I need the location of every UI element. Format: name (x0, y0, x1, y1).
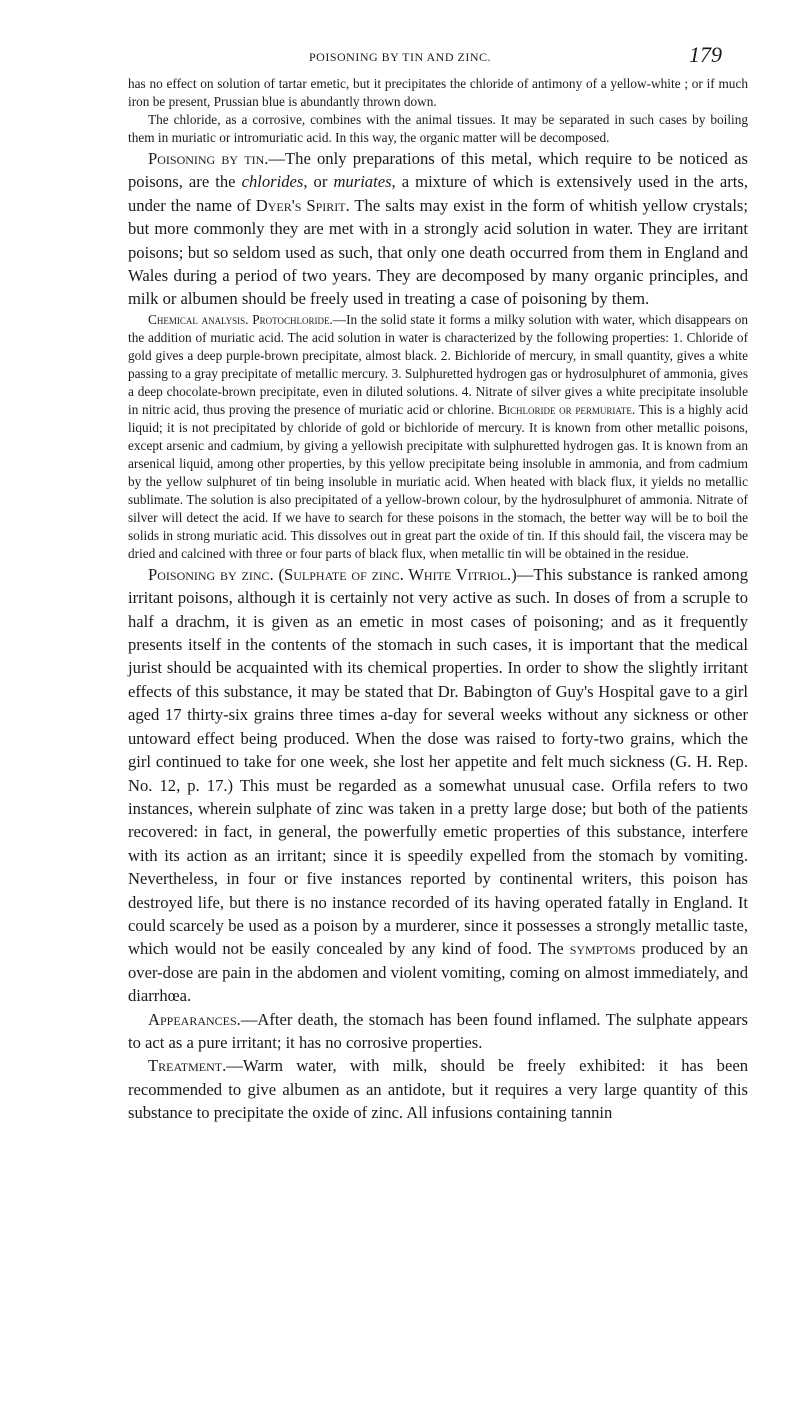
paragraph-text: —In the solid state it forms a milky solution with water, which disappears on the addition of muriatic acid. The acid solution in water is characterized by the following properties: 1. Chloride of gold gives a deep purple-brown precipitate, almost black. 2. Bichloride of mercury, in small quantity, gives a white passing to a gray precipitate of metallic mercury. 3. Sulphuretted hydrogen gas or hydrosulphuret of ammonia, gives a deep chocolate-brown precipitate, even in diluted solutions. 4. Nitrate of silver gives a white precipitate insoluble in nitric acid, thus proving the presence of muriatic acid or chlorine. (128, 311, 748, 417)
paragraph-text: —This substance is ranked among irritant poisons, although it is certainly not very active as such. In doses of from a scruple to half a drachm, it is given as an emetic in most cases of poisoning; and as it frequently presents itself in the contents of the stomach in such cases, it is important that the medical jurist should be acquainted with its chemical properties. In order to show the slightly irritant effects of this substance, it may be stated that Dr. Babington of Guy's Hospital gave to a girl aged 17 thirty-six grains three times a-day for several weeks without any sickness or other untoward effect being produced. When the dose was raised to forty-two grains, which the girl continued to take for one week, she lost her appetite and felt much sickness (G. H. Rep. No. 12, p. 17.) This must be regarded as a somewhat unusual case. Orfila refers to two instances, wherein sulphate of zinc was taken in a pretty large dose; but both of the patients recovered: in fact, in general, the powerfully emetic properties of this substance, interfere with its action as an irritant; since it is speedily expelled from the stomach by vomiting. Nevertheless, in four or five instances reported by continental writers, this poison has destroyed life, but there is no instance recorded of its having operated fatally in England. It could scarcely be used as a poison by a murderer, since it possesses a strongly metallic taste, which would not be easily concealed by any kind of food. The (128, 564, 749, 959)
section-heading: Appearances. (148, 1009, 241, 1029)
paragraph-text: —After death, the stomach has been found inflamed. The sulphate appears to act as a pure irritant; it has no corrosive properties. (128, 1009, 748, 1052)
emphasis-text: muriates (333, 172, 392, 192)
paragraph-text: , or (303, 172, 334, 192)
paragraph-text: —The only preparations of this metal, which require to be noticed as poisons, are the (128, 149, 748, 192)
paragraph-text: produced by an over-dose are pain in the abdomen and violent vomiting, coming on almost immediately, and diarrhœa. (128, 939, 748, 1006)
section-heading: Treatment. (148, 1056, 227, 1076)
body-text (128, 75, 748, 1125)
section-heading: Bichloride or permuriate. (498, 401, 636, 417)
paragraph-text: —Warm water, with milk, should be freely exhibited: it has been recommended to give albumen as an antidote, but it requires a very large quantity of this substance to precipitate the oxide of zinc. All infusions containing tannin (128, 1056, 748, 1123)
section-heading: symptoms (569, 939, 636, 959)
section-heading: Poisoning by zinc. (Sulphate of zinc. White Vitriol.) (148, 564, 517, 584)
paragraph-p5 (128, 563, 748, 1008)
page-number: 179 (689, 42, 722, 67)
paragraph-p7 (128, 1054, 748, 1124)
paragraph-p3 (128, 147, 748, 311)
paragraph-p2 (128, 111, 748, 147)
running-head: POISONING BY TIN AND ZINC. (308, 50, 491, 64)
paragraph-p6 (128, 1008, 748, 1055)
section-heading: Poisoning by tin. (148, 149, 269, 168)
paragraph-text: has no effect on solution of tartar emetic, but it precipitates the chloride of antimony of a yellow-white ; or if much iron be present, Prussian blue is abundantly thrown down. (128, 76, 748, 109)
paragraph-text: This is a highly acid liquid; it is not precipitated by chloride of gold or bichloride of mercury. It is known from other metallic poisons, except arsenic and cadmium, by giving a yellowish precipitate with sulphuretted hydrogen gas. It is known from an arsenical liquid, among other properties, by this yellow precipitate being insoluble in ammonia, and from cadmium by the yellow sulphuret of tin being insoluble in muriatic acid. When heated with black flux, it yields no metallic sublimate. The solution is also precipitated of a yellow-brown colour, by the hydrosulphuret of ammonia. Nitrate of silver will detect the acid. If we have to search for these poisons in the stomach, the better way will be to boil the solids in strong muriatic acid. This dissolves out in great part the oxide of tin. If this should fail, the viscera may be dried and calcined with three or four parts of black flux, when metallic tin will be obtained in the residue. (128, 401, 749, 561)
paragraph-p4 (128, 311, 748, 563)
paragraph-text: The chloride, as a corrosive, combines with the animal tissues. It may be separated in such cases by boiling them in muriatic or intromuriatic acid. In this way, the organic matter will be decomposed. (128, 112, 748, 145)
paragraph-p1 (128, 75, 748, 111)
section-heading: Dyer's Spirit (255, 195, 346, 215)
paragraph-text: . The salts may exist in the form of whitish yellow crystals; but more commonly they are met with in a strongly acid solution in water. They are irritant poisons; but so seldom used as such, that only one death occurred from them in England and Wales during a period of two years. They are decomposed by many organic principles, and milk or albumen should be freely used in treating a case of poisoning by them. (128, 195, 748, 309)
section-heading: Chemical analysis. Protochloride. (148, 311, 333, 327)
paragraph-text: , a mixture of which is extensively used in the arts, under the name of (128, 172, 748, 215)
emphasis-text: chlorides (241, 172, 304, 192)
